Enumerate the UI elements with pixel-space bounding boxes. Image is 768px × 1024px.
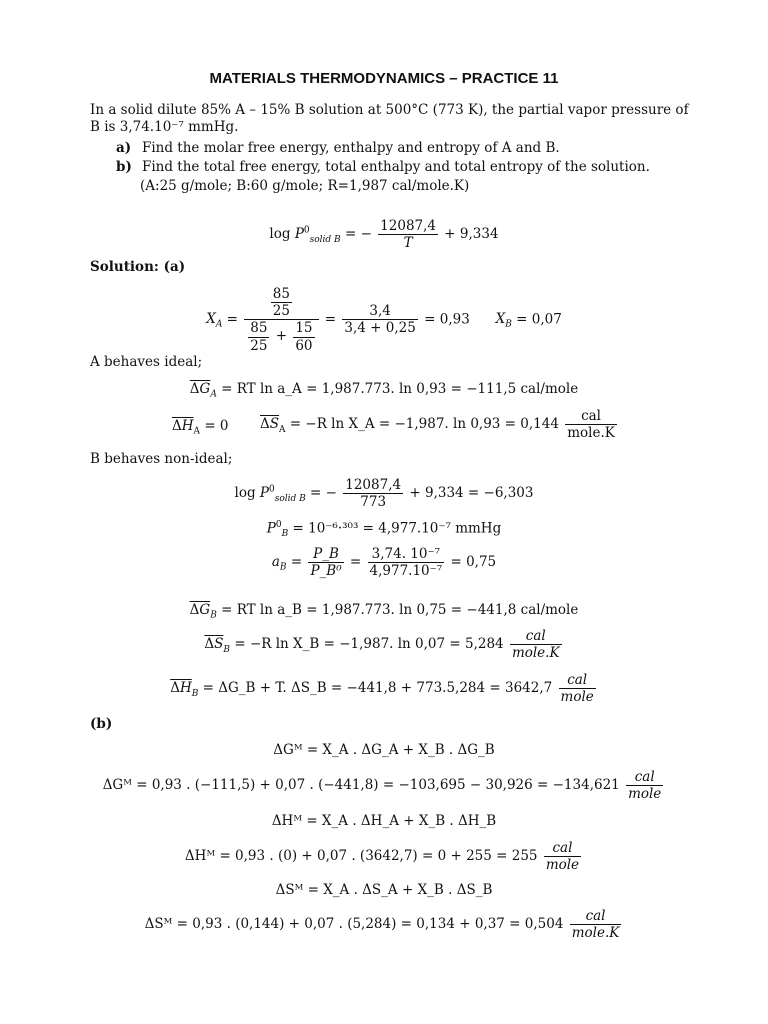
equation-hb: $\Delta H_B$ = ΔG_B + T. ΔS_B = −441,8 + 773.5,284 = 3642,7 $\frac{\text{cal}}{\text{mole}}$	[170, 672, 594, 706]
fraction-xa-main: $\frac{85}{25}$ $\frac{85}{25}$ + $\frac{15}{60}$	[244, 286, 318, 354]
a-ideal-label: A behaves ideal;	[90, 354, 203, 370]
equation-sb: $\Delta S_B = -R$ ln X_B = −1,987. ln 0,07 = 5,284 $\frac{\text{cal}}{\text{mole.K}}$	[204, 628, 560, 662]
given-data: (A:25 g/mole; B:60 g/mole; R=1,987 cal/mole.K)	[140, 178, 470, 194]
equation-gm-value: ΔGᴹ = 0,93 . (−111,5) + 0,07 . (−441,8) = −103,695 − 30,926 = −134,621 $\frac{\text{cal}}{\text{mole}}$	[102, 769, 662, 803]
equation-ab: $a_B$ = $\frac{P\_B}{\text{P\_B⁰}}$ = $\frac{\text{3,74. 10⁻⁷}}{\text{4,977.10⁻⁷}}$ = 0,75	[271, 546, 497, 580]
equation-sm-value: ΔSᴹ = 0,93 . (0,144) + 0,07 . (5,284) = 0,134 + 0,37 = 0,504 $\frac{\text{cal}}{\text{mole.K}}$	[144, 908, 620, 942]
equation-xa: $X_A$ = $\frac{85}{25}$ $\frac{85}{25}$ + $\frac{15}{60}$ = $\frac{3,4}{3,4 + 0,25}$ = 0,93 $X_B = 0,07$	[206, 286, 562, 354]
equation-ga: $\Delta G_A$ = RT ln a_A = 1,987.773. ln 0,93 = −111,5 cal/mole	[189, 381, 579, 400]
equation-sm-def: ΔSᴹ = X_A . ΔS_A + X_B . ΔS_B	[275, 882, 493, 898]
page-title: MATERIALS THERMODYNAMICS – PRACTICE 11	[209, 70, 559, 87]
equation-logp-b: $\log P^0_{solid B}$ = − $\frac{12087,4}{773}$ + 9,334 = −6,303	[234, 477, 534, 511]
equation-hm-value: ΔHᴹ = 0,93 . (0) + 0,07 . (3642,7) = 0 + 255 = 255 $\frac{\text{cal}}{\text{mole}}$	[184, 840, 580, 874]
solution-b-heading: (b)	[90, 716, 113, 732]
equation-ha: $\Delta H_A = 0$	[172, 418, 229, 437]
fraction: $\frac{12087,4}{T}$	[380, 218, 436, 252]
question-b	[116, 159, 650, 175]
equation-pb0: $P^0_B = 10^{-6}\cdot^{303} = 4,977.10^{-7}$ mmHg	[266, 520, 502, 540]
equation-gb: $\Delta G_B$ = RT ln a_B = 1,987.773. ln 0,75 = −441,8 cal/mole	[189, 602, 579, 621]
equation-sa: $\Delta S_A = -R$ ln X_A = −1,987. ln 0,93 = 0,144 $\frac{\text{cal}}{\text{mole.K}}$	[260, 408, 615, 442]
problem-statement: In a solid dilute 85% A – 15% B solution at 500°C (773 K), the partial vapor pressure of B is 3,74.10⁻⁷ mmHg.	[90, 102, 689, 135]
fraction-xa-mid: $\frac{3,4}{3,4 + 0,25}$	[344, 303, 416, 337]
question-a-text: Find the molar free energy, enthalpy and entropy of A and B.	[142, 140, 560, 156]
question-b-label: b)	[116, 159, 132, 175]
b-nonideal-label: B behaves non-ideal;	[90, 451, 233, 467]
equation-gm-def: ΔGᴹ = X_A . ΔG_A + X_B . ΔG_B	[273, 742, 495, 758]
question-a-label: a)	[116, 140, 132, 156]
question-a	[116, 140, 560, 156]
equation-hm-def: ΔHᴹ = X_A . ΔH_A + X_B . ΔH_B	[271, 813, 497, 829]
solution-a-heading: Solution: (a)	[90, 259, 186, 275]
equation-logp-solid-b: $\log P^0_{solid B}$ = − $\frac{12087,4}{T}$ + 9,334	[269, 218, 499, 252]
question-b-text: Find the total free energy, total enthalpy and total entropy of the solution.	[142, 159, 650, 175]
